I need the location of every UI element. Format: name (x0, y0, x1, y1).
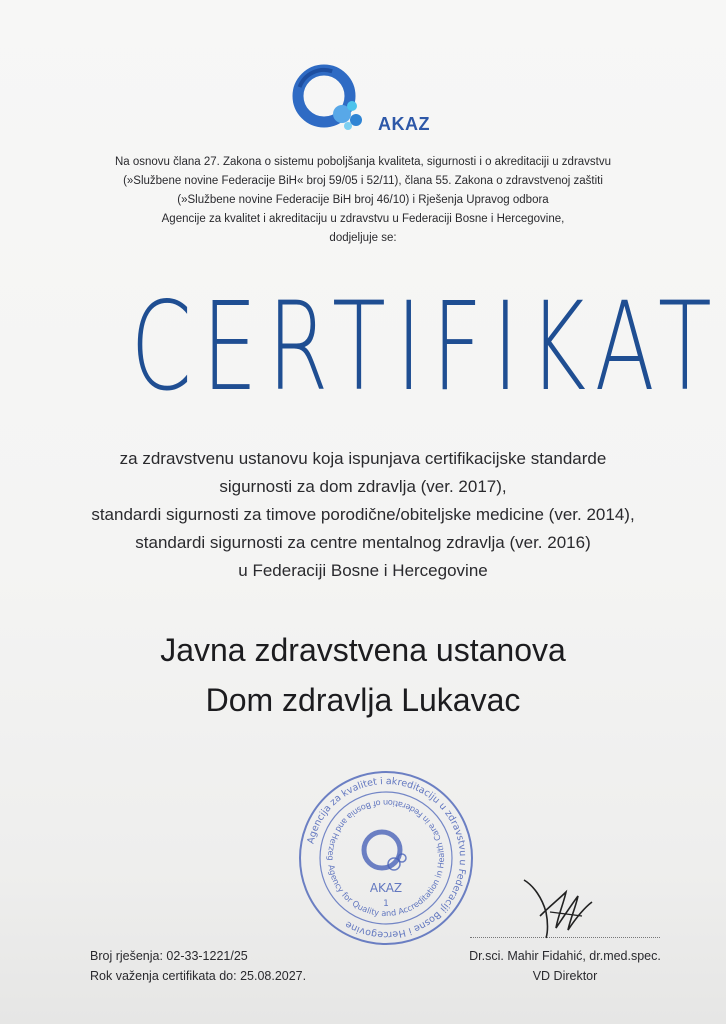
akaz-logo-icon (290, 60, 380, 140)
certificate-details (90, 946, 306, 986)
seal-number: 1 (383, 899, 389, 909)
institution-type: Javna zdravstvena ustanova (160, 632, 566, 668)
purpose-line: sigurnosti za dom zdravlja (ver. 2017), (219, 477, 507, 496)
legal-basis-line: (»Službene novine Federacije BiH« broj 59/05 i 52/11), člana 55. Zakona o zdravstvenoj zaštiti (123, 175, 603, 187)
signatory (460, 946, 670, 986)
akaz-logo (290, 60, 440, 140)
purpose-line: za zdravstvenu ustanovu koja ispunjava certifikacijske standarde (119, 449, 607, 468)
purpose-line: standardi sigurnosti za timove porodične/obiteljske medicine (ver. 2014), (91, 505, 635, 524)
signature (520, 872, 600, 942)
signatory-name: Dr.sci. Mahir Fidahić, dr.med.spec. (469, 949, 661, 963)
decision-number: Broj rješenja: 02-33-1221/25 (90, 949, 248, 963)
seal-center-label: AKAZ (369, 881, 403, 895)
signatory-role: VD Direktor (532, 969, 598, 983)
legal-basis-line: Na osnovu člana 27. Zakona o sistemu poboljšanja kvaliteta, sigurnosti i o akreditaciji u zdravstvu (114, 156, 612, 168)
seal-stamp-icon (296, 768, 476, 948)
legal-basis (90, 153, 636, 248)
purpose-line: u Federaciji Bosne i Hercegovine (238, 561, 488, 580)
akaz-logo-text: AKAZ (378, 114, 430, 134)
certificate-purpose (60, 445, 666, 585)
legal-basis-line: (»Službene novine Federacije BiH broj 46/10) i Rješenja Upravog odbora (177, 194, 549, 206)
official-seal (296, 768, 476, 948)
seal-inner-text: Agency for Quality and Accreditation in Health Care in Federation of Bosnia and Herzeg (325, 797, 447, 919)
institution-title: Dom zdravlja Lukavac (205, 682, 521, 718)
handwritten-signature-icon (520, 872, 600, 942)
certificate-title: CERTIFIKAT (130, 276, 722, 418)
legal-basis-line: dodjeljuje se: (329, 232, 397, 244)
signature-line (470, 937, 660, 938)
purpose-line: standardi sigurnosti za centre mentalnog zdravlja (ver. 2016) (135, 533, 591, 552)
certificate-validity: Rok važenja certifikata do: 25.08.2027. (90, 969, 307, 983)
legal-basis-line: Agencije za kvalitet i akreditaciju u zdravstvu u Federaciji Bosne i Hercegovine, (161, 213, 565, 225)
institution-name (60, 625, 666, 725)
seal-outer-text: Agencija za kvalitet i akreditaciju u zdravstvu u Federaciji Bosne i Hercegovine (305, 775, 469, 941)
